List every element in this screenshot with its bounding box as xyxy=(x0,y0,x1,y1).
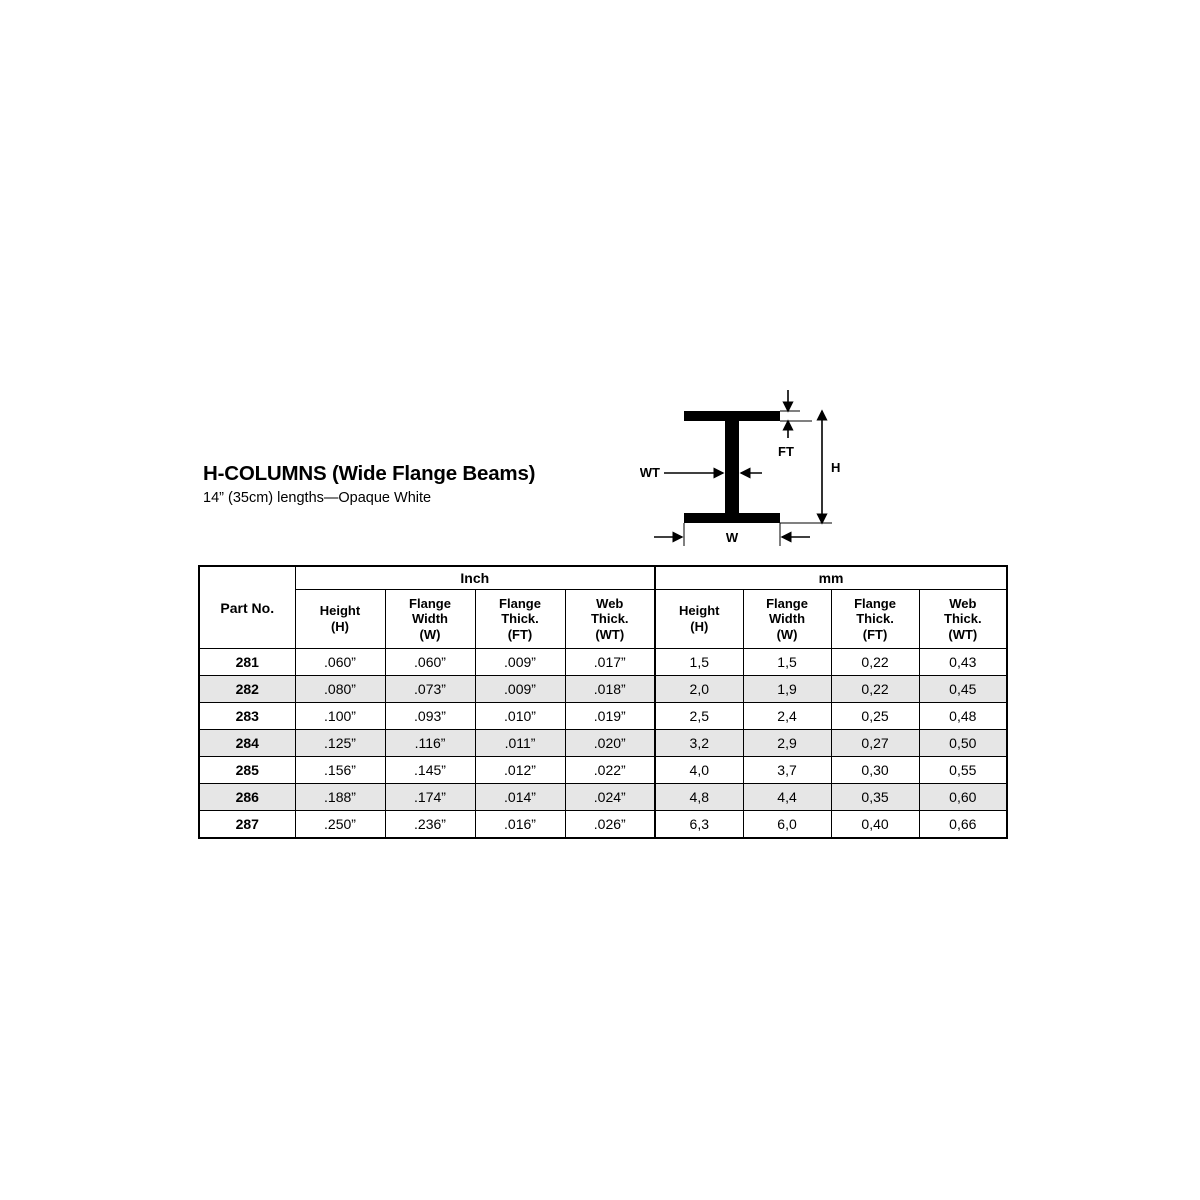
cell-inch-flange-thick: .012” xyxy=(475,757,565,784)
header-line-2: Thick. xyxy=(501,611,539,627)
table-row xyxy=(199,811,1007,839)
cell-inch-web-thick: .017” xyxy=(565,649,655,676)
cell-inch-flange-thick: .016” xyxy=(475,811,565,839)
cell-mm-flange-thick: 0,40 xyxy=(831,811,919,839)
header-mm-web-thick xyxy=(919,590,1007,649)
cell-inch-flange-thick: .011” xyxy=(475,730,565,757)
cell-mm-web-thick: 0,60 xyxy=(919,784,1007,811)
cell-inch-flange-width: .145” xyxy=(385,757,475,784)
cell-part-no: 287 xyxy=(199,811,295,839)
cell-mm-web-thick: 0,66 xyxy=(919,811,1007,839)
header-line-2: Thick. xyxy=(944,611,982,627)
page-subtitle: 14” (35cm) lengths—Opaque White xyxy=(203,489,432,506)
table-row xyxy=(199,784,1007,811)
header-line-3: (W) xyxy=(776,626,798,642)
cell-inch-web-thick: .019” xyxy=(565,703,655,730)
w-label: W xyxy=(725,530,739,545)
cell-inch-flange-width: .060” xyxy=(385,649,475,676)
cell-part-no: 283 xyxy=(199,703,295,730)
header-mm-flange-width xyxy=(743,590,831,649)
cell-inch-height: .156” xyxy=(295,757,385,784)
table-unit-header-row xyxy=(199,566,1007,590)
cell-part-no: 281 xyxy=(199,649,295,676)
header-inch-flange-width xyxy=(385,590,475,649)
h-column-cross-section-diagram xyxy=(640,380,870,555)
cell-inch-flange-width: .236” xyxy=(385,811,475,839)
header-unit-inch: Inch xyxy=(295,566,655,590)
cell-mm-web-thick: 0,45 xyxy=(919,676,1007,703)
cell-mm-flange-width: 4,4 xyxy=(743,784,831,811)
table-column-header-row xyxy=(199,590,1007,649)
cell-inch-height: .060” xyxy=(295,649,385,676)
header-line-2: Thick. xyxy=(590,611,629,627)
cell-mm-height: 2,5 xyxy=(655,703,743,730)
specifications-table xyxy=(198,565,1008,839)
cell-inch-web-thick: .018” xyxy=(565,676,655,703)
heading-block xyxy=(203,462,663,506)
cell-inch-web-thick: .024” xyxy=(565,784,655,811)
header-line-2: Thick. xyxy=(856,611,894,627)
cell-inch-height: .125” xyxy=(295,730,385,757)
cell-part-no: 282 xyxy=(199,676,295,703)
page-title: H-COLUMNS (Wide Flange Beams) xyxy=(203,462,536,485)
cell-inch-web-thick: .022” xyxy=(565,757,655,784)
header-line-3: (FT) xyxy=(862,626,888,642)
cell-mm-flange-width: 2,9 xyxy=(743,730,831,757)
cell-mm-height: 4,0 xyxy=(655,757,743,784)
header-line-3: (W) xyxy=(419,626,441,642)
cell-mm-web-thick: 0,55 xyxy=(919,757,1007,784)
header-line-2: Width xyxy=(412,611,448,627)
table-row xyxy=(199,676,1007,703)
header-line-2: Width xyxy=(769,611,806,627)
table-body xyxy=(199,649,1007,839)
ft-dimension-arrow xyxy=(780,390,812,438)
header-mm-height xyxy=(655,590,743,649)
cell-mm-height: 6,3 xyxy=(655,811,743,839)
cell-mm-flange-width: 1,5 xyxy=(743,649,831,676)
wt-label: WT xyxy=(640,465,660,480)
cell-mm-web-thick: 0,50 xyxy=(919,730,1007,757)
header-line-2: (H) xyxy=(690,619,709,634)
cell-mm-flange-width: 1,9 xyxy=(743,676,831,703)
header-inch-flange-thick xyxy=(475,590,565,649)
cell-part-no: 286 xyxy=(199,784,295,811)
header-line-1: Web xyxy=(596,595,624,611)
cell-mm-flange-thick: 0,25 xyxy=(831,703,919,730)
h-label: H xyxy=(831,460,841,475)
header-line-3: (WT) xyxy=(595,626,625,642)
cell-mm-web-thick: 0,48 xyxy=(919,703,1007,730)
cell-mm-flange-width: 3,7 xyxy=(743,757,831,784)
cell-inch-height: .100” xyxy=(295,703,385,730)
cell-inch-flange-thick: .014” xyxy=(475,784,565,811)
header-line-1: Flange xyxy=(854,595,896,611)
header-line-1: Flange xyxy=(766,595,808,611)
cell-inch-flange-width: .073” xyxy=(385,676,475,703)
header-mm-flange-thick xyxy=(831,590,919,649)
header-line-1: Flange xyxy=(409,595,451,611)
cell-inch-flange-thick: .009” xyxy=(475,676,565,703)
cell-mm-web-thick: 0,43 xyxy=(919,649,1007,676)
cell-mm-flange-thick: 0,30 xyxy=(831,757,919,784)
cell-inch-flange-thick: .010” xyxy=(475,703,565,730)
header-line-1: Height xyxy=(319,603,361,619)
cell-mm-flange-thick: 0,22 xyxy=(831,676,919,703)
h-profile-shape xyxy=(684,411,780,523)
cell-inch-flange-thick: .009” xyxy=(475,649,565,676)
header-line-3: (WT) xyxy=(948,626,978,642)
cell-mm-flange-width: 2,4 xyxy=(743,703,831,730)
header-part-no: Part No. xyxy=(199,566,295,649)
cell-inch-web-thick: .020” xyxy=(565,730,655,757)
cell-inch-flange-width: .093” xyxy=(385,703,475,730)
cell-mm-flange-thick: 0,35 xyxy=(831,784,919,811)
header-line-1: Height xyxy=(679,603,720,619)
header-line-1: Flange xyxy=(499,595,541,611)
cell-inch-height: .250” xyxy=(295,811,385,839)
cell-part-no: 285 xyxy=(199,757,295,784)
cell-mm-flange-thick: 0,22 xyxy=(831,649,919,676)
cell-mm-height: 2,0 xyxy=(655,676,743,703)
cell-inch-height: .188” xyxy=(295,784,385,811)
cell-mm-height: 1,5 xyxy=(655,649,743,676)
table-row xyxy=(199,649,1007,676)
cell-inch-flange-width: .174” xyxy=(385,784,475,811)
table-row xyxy=(199,703,1007,730)
cell-inch-height: .080” xyxy=(295,676,385,703)
header-line-3: (FT) xyxy=(507,626,533,642)
header-line-2: (H) xyxy=(330,619,350,634)
cell-inch-web-thick: .026” xyxy=(565,811,655,839)
table-row xyxy=(199,730,1007,757)
cell-mm-height: 4,8 xyxy=(655,784,743,811)
cell-inch-flange-width: .116” xyxy=(385,730,475,757)
header-inch-height xyxy=(295,590,385,649)
cell-mm-flange-width: 6,0 xyxy=(743,811,831,839)
cell-mm-height: 3,2 xyxy=(655,730,743,757)
cell-mm-flange-thick: 0,27 xyxy=(831,730,919,757)
cell-part-no: 284 xyxy=(199,730,295,757)
header-unit-mm: mm xyxy=(655,566,1007,590)
header-line-1: Web xyxy=(949,595,977,611)
header-inch-web-thick xyxy=(565,590,655,649)
ft-label: FT xyxy=(778,444,794,459)
table-row xyxy=(199,757,1007,784)
